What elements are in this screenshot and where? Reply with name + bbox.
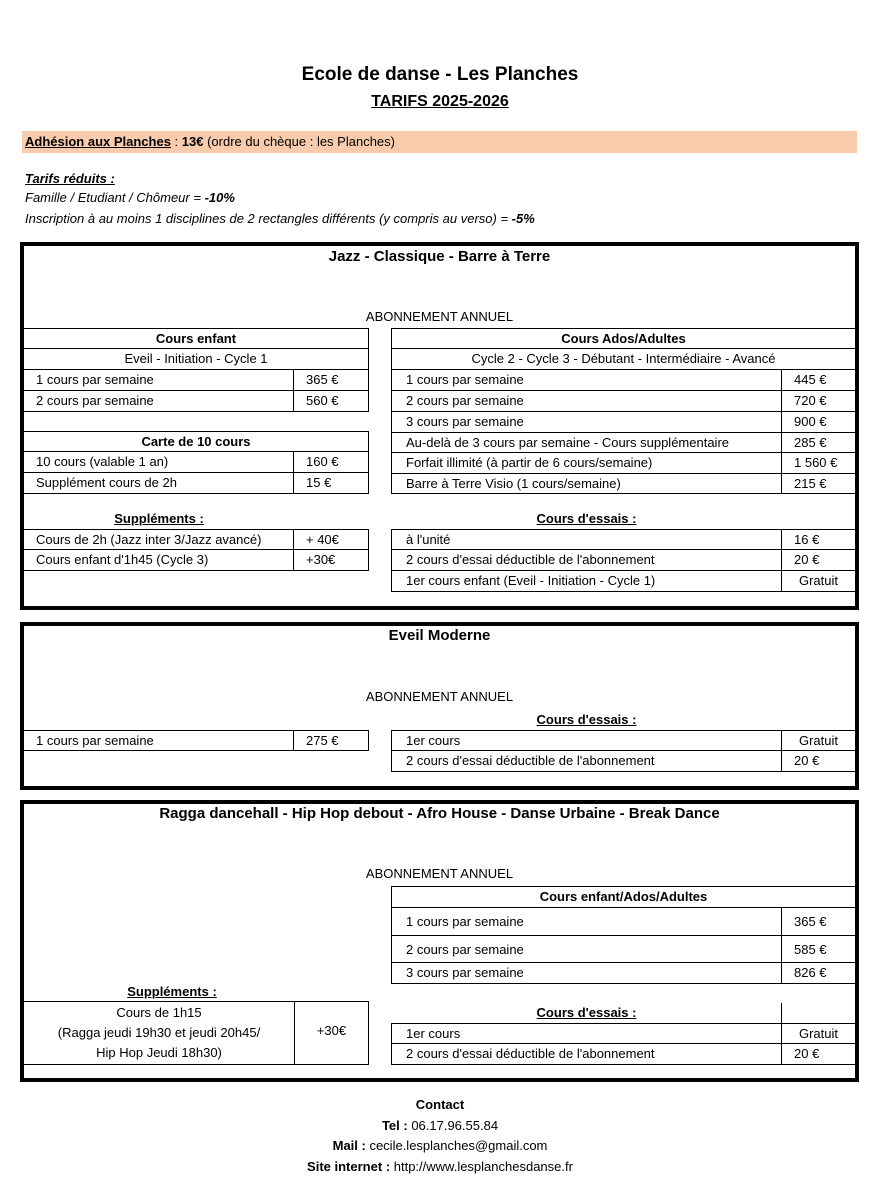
adult-row-price: 900 € xyxy=(782,412,855,433)
section3-supp-line: Hip Hop Jeudi 18h30) xyxy=(96,1045,222,1060)
section3-supp-line: (Ragga jeudi 19h30 et jeudi 20h45/ xyxy=(57,1025,261,1040)
section3-row-label: 2 cours par semaine xyxy=(391,936,782,963)
section3-trial-row-label: 1er cours xyxy=(391,1023,782,1044)
section3-row-label: 3 cours par semaine xyxy=(391,963,782,984)
eveil-row-label: 1 cours par semaine xyxy=(24,730,294,751)
adult-row-label: 2 cours par semaine xyxy=(391,391,782,412)
section3-trial-row-price: Gratuit xyxy=(782,1023,855,1044)
page-title: Ecole de danse - Les Planches xyxy=(301,64,579,85)
adult-cycle: Cycle 2 - Cycle 3 - Débutant - Intermédiaire - Avancé xyxy=(391,349,855,370)
section2-trial-row-label: 1er cours xyxy=(391,730,782,751)
contact-tel-value: 06.17.96.55.84 xyxy=(411,1118,499,1133)
child-row-price: 560 € xyxy=(294,391,369,412)
child-header: Cours enfant xyxy=(24,328,369,349)
adhesion-label: Adhésion aux Planches xyxy=(25,134,171,149)
card-row-label: Supplément cours de 2h xyxy=(24,473,294,494)
adhesion-amount: 13€ xyxy=(181,134,204,149)
adult-row-price: 285 € xyxy=(782,433,855,453)
section3-row-price: 365 € xyxy=(782,908,855,936)
adhesion-note: (ordre du chèque : les Planches) xyxy=(203,134,395,149)
contact-tel xyxy=(0,1118,880,1133)
card-row-price: 15 € xyxy=(294,473,369,494)
reduced-line-2-value: -5% xyxy=(511,211,535,226)
reduced-title: Tarifs réduits : xyxy=(25,171,115,186)
supp-row-price: +30€ xyxy=(294,550,369,571)
section2-trial-row-price: 20 € xyxy=(782,751,855,772)
section2-subscription: ABONNEMENT ANNUEL xyxy=(365,689,514,704)
section3-supp-price: +30€ xyxy=(316,1023,347,1038)
trial-row-price: Gratuit xyxy=(782,571,855,592)
adult-row-label: 1 cours par semaine xyxy=(391,370,782,391)
adult-row-price: 215 € xyxy=(782,474,855,494)
trial-row-price: 20 € xyxy=(782,550,855,571)
adult-row-label: Barre à Terre Visio (1 cours/semaine) xyxy=(391,474,782,494)
supp-row-label: Cours enfant d'1h45 (Cycle 3) xyxy=(24,550,294,571)
trial-row-label: 1er cours enfant (Eveil - Initiation - Cycle 1) xyxy=(391,571,782,592)
trial-title: Cours d'essais : xyxy=(536,511,637,526)
section3-trial-row-price: 20 € xyxy=(782,1044,855,1065)
contact-site-label: Site internet : xyxy=(307,1159,394,1174)
card-header: Carte de 10 cours xyxy=(24,431,369,452)
section2-trial-row-label: 2 cours d'essai déductible de l'abonnement xyxy=(391,751,782,772)
adult-row-label: Forfait illimité (à partir de 6 cours/semaine) xyxy=(391,453,782,474)
section3-trial-row-label: 2 cours d'essai déductible de l'abonnement xyxy=(391,1044,782,1065)
section2-trial-row-price: Gratuit xyxy=(782,730,855,751)
contact-mail-label: Mail : xyxy=(332,1138,370,1153)
contact-site-value[interactable]: http://www.lesplanchesdanse.fr xyxy=(393,1159,573,1174)
adhesion-sep: : xyxy=(170,134,182,149)
card-row-label: 10 cours (valable 1 an) xyxy=(24,452,294,473)
contact-title: Contact xyxy=(415,1097,465,1112)
section1-subscription: ABONNEMENT ANNUEL xyxy=(365,309,514,324)
section3-row-label: 1 cours par semaine xyxy=(391,908,782,936)
section3-row-price: 585 € xyxy=(782,936,855,963)
adult-row-price: 720 € xyxy=(782,391,855,412)
card-row-price: 160 € xyxy=(294,452,369,473)
adhesion-banner xyxy=(22,131,857,153)
section3-supp-label xyxy=(24,1003,294,1063)
section3-trial-title: Cours d'essais : xyxy=(536,1005,637,1020)
section3-supp-title: Suppléments : xyxy=(127,984,217,999)
reduced-line-1 xyxy=(25,190,235,205)
section1-title: Jazz - Classique - Barre à Terre xyxy=(328,248,551,265)
page-subtitle: TARIFS 2025-2026 xyxy=(371,93,509,110)
section3-title: Ragga dancehall - Hip Hop debout - Afro House - Danse Urbaine - Break Dance xyxy=(159,805,720,822)
section3-subscription: ABONNEMENT ANNUEL xyxy=(365,866,514,881)
contact-site xyxy=(0,1159,880,1174)
reduced-line-1-value: -10% xyxy=(204,190,235,205)
trial-row-label: 2 cours d'essai déductible de l'abonnement xyxy=(391,550,782,571)
child-row-label: 2 cours par semaine xyxy=(24,391,294,412)
supp-title: Suppléments : xyxy=(114,511,204,526)
section3-header: Cours enfant/Ados/Adultes xyxy=(391,886,855,908)
section3-supp-line: Cours de 1h15 xyxy=(116,1005,202,1020)
contact-tel-label: Tel : xyxy=(381,1118,412,1133)
section2-trial-title: Cours d'essais : xyxy=(536,712,637,727)
reduced-line-2-text: Inscription à au moins 1 disciplines de 2 rectangles différents (y compris au verso) = xyxy=(25,211,512,226)
child-row-price: 365 € xyxy=(294,370,369,391)
contact-mail xyxy=(0,1138,880,1153)
eveil-row-price: 275 € xyxy=(294,730,369,751)
section3-row-price: 826 € xyxy=(782,963,855,984)
child-row-label: 1 cours par semaine xyxy=(24,370,294,391)
reduced-line-2 xyxy=(25,211,535,226)
adult-row-price: 1 560 € xyxy=(782,453,855,474)
contact-mail-value[interactable]: cecile.lesplanches@gmail.com xyxy=(369,1138,548,1153)
supp-row-label: Cours de 2h (Jazz inter 3/Jazz avancé) xyxy=(24,529,294,550)
trial-row-label: à l'unité xyxy=(391,529,782,550)
reduced-line-1-text: Famille / Etudiant / Chômeur = xyxy=(25,190,205,205)
supp-row-price: + 40€ xyxy=(294,529,369,550)
adult-row-price: 445 € xyxy=(782,370,855,391)
adult-row-label: 3 cours par semaine xyxy=(391,412,782,433)
section2-title: Eveil Moderne xyxy=(388,627,491,644)
trial-row-price: 16 € xyxy=(782,529,855,550)
child-cycle: Eveil - Initiation - Cycle 1 xyxy=(24,349,369,370)
adult-row-label: Au-delà de 3 cours par semaine - Cours supplémentaire xyxy=(391,433,782,453)
adult-header: Cours Ados/Adultes xyxy=(391,328,855,349)
